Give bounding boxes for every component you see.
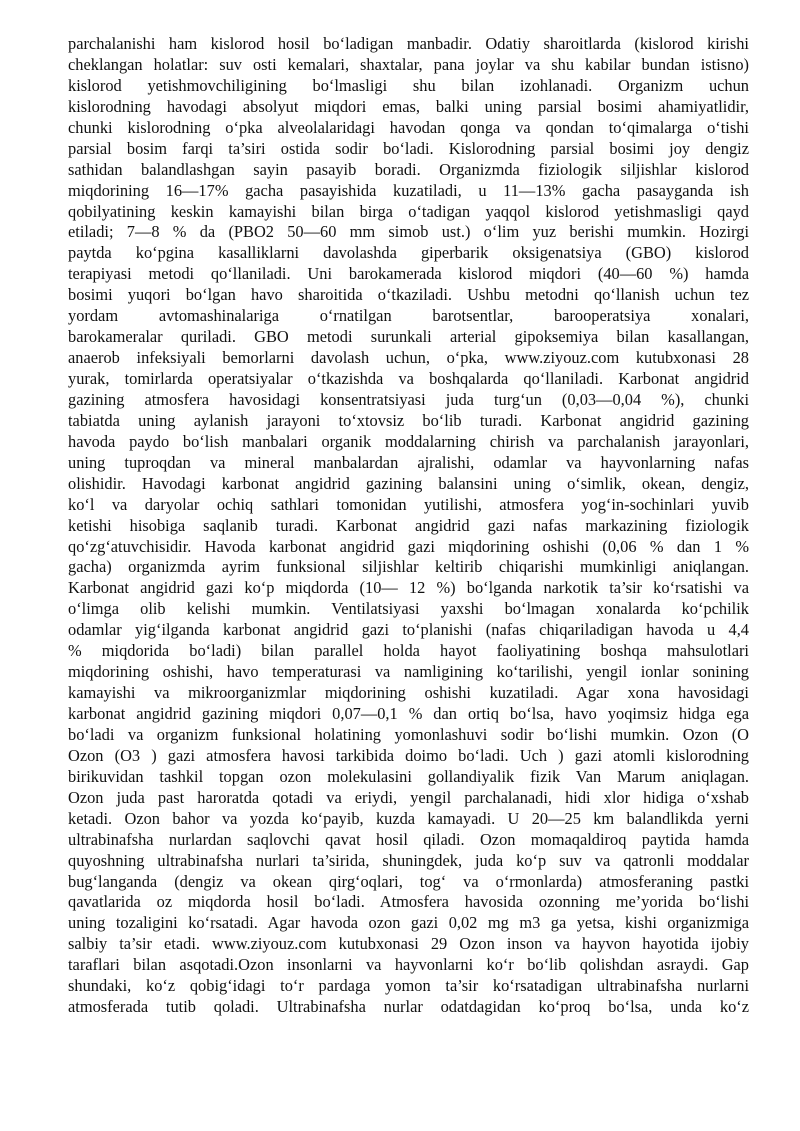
text-line: cheklangan holatlar: suv osti kemalari, shaxtalar, pana joylar va shu kabilar bundan istisno)	[68, 54, 749, 74]
text-line: karbonat angidrid gazining miqdori 0,07—0,1 % dan ortiq bo‘lsa, havo yoqimsiz hidga ega	[68, 704, 749, 723]
text-line: chunki kislorodning o‘pka alveolalaridagi havodan qonga va qondan to‘qimalarga o‘tishi	[68, 117, 749, 137]
text-line: Ozon (O3 ) gazi atmosfera havosi tarkibida doimo bo‘ladi. Uch ) gazi atomli kislorodning	[68, 745, 749, 765]
text-line: quyoshning ultrabinafsha nurlari ta’sirida, shuningdek, juda ko‘p suv va qatronli moddalar	[68, 850, 749, 870]
text-line: % miqdorida bo‘ladi) bilan parallel holda hayot faoliyatining boshqa mahsulotlari	[68, 641, 749, 661]
text-line: qavatlarida oz miqdorda hosil bo‘ladi. Atmosfera havosida ozonning me’yorida bo‘lishi	[68, 892, 749, 912]
text-line: taraflari bilan asqotadi.Ozon insonlarni va hayvonlarni ko‘r bo‘lib qolishdan asraydi. Gap	[68, 955, 749, 975]
text-line: anaerob infeksiyali bemorlarni davolash uchun, o‘pka, www.ziyouz.com kutubxonasi 28	[68, 348, 749, 368]
text-line: olishidir. Havodagi karbonat angidrid gazining balansini uning o‘simlik, okean, dengiz,	[68, 473, 749, 493]
text-line: bo‘ladi va organizm funksional holatining yomonlashuvi sodir bo‘lishi mumkin. Ozon (O	[68, 724, 749, 744]
text-line: qo‘zg‘atuvchisidir. Havoda karbonat angidrid gazi miqdorining oshishi (0,06 % dan 1 %	[68, 536, 749, 556]
text-line: yurak, tomirlarda operatsiyalar o‘tkazishda va boshqalarda qo‘llaniladi. Karbonat angidrid	[68, 369, 749, 388]
text-line: ultrabinafsha nurlardan saqlovchi qavat hosil qiladi. Ozon momaqaldiroq paytida hamda	[68, 829, 749, 849]
document-page	[68, 34, 749, 1018]
text-line: ketishi hisobiga saqlanib turadi. Karbonat angidrid gazi nafas markazining fiziologik	[68, 515, 749, 535]
text-line: havoda paydo bo‘lish manbalari organik moddalarning chirish va parchalanish jarayonlari,	[68, 431, 749, 451]
text-line: odamlar yig‘ilganda karbonat angidrid gazi to‘planishi (nafas chiqariladigan havoda u 4,4	[68, 620, 749, 640]
text-line: ketadi. Ozon bahor va yozda ko‘payib, kuzda kamayadi. U 20—25 km balandlikda yerni	[68, 808, 749, 828]
text-line: bug‘langanda (dengiz va okean qirg‘oqlari, tog‘ va o‘rmonlarda) atmosferaning pastki	[68, 871, 749, 891]
text-line: kislorod yetishmovchiligining bo‘lmasligi shu bilan izohlanadi. Organizm uchun	[68, 75, 749, 95]
text-line: qobilyatining keskin kamayishi bilan birga o‘tadigan yaqqol kislorod yetishmasligi qayd	[68, 201, 749, 221]
text-line: yordam avtomashinalariga o‘rnatilgan barotsentlar, barooperatsiya xonalari,	[68, 306, 749, 326]
text-line: salbiy ta’sir etadi. www.ziyouz.com kutubxonasi 29 Ozon inson va hayvon hayotida ijobiy	[68, 934, 749, 954]
text-line: atmosferada tutib qoladi. Ultrabinafsha nurlar odatdagidan ko‘proq bo‘lsa, unda ko‘z	[68, 997, 749, 1017]
text-line: birikuvidan tashkil topgan ozon molekulasini gollandiyalik fizik Van Marum aniqlagan.	[68, 766, 749, 786]
text-line: uning tuproqdan va mineral manbalardan ajralishi, odamlar va hayvonlarning nafas	[68, 452, 749, 472]
text-line: shundaki, ko‘z qobig‘idagi to‘r pardaga yomon ta’sir ko‘rsatadigan ultrabinafsha nurlarni	[68, 976, 749, 996]
text-line: etiladi; 7—8 % da (PBO2 50—60 mm simob ust.) o‘lim yuz berishi mumkin. Hozirgi	[68, 222, 749, 242]
text-line: bosimi yuqori bo‘lgan havo sharoitida o‘tkaziladi. Ushbu metodni qo‘llanish uchun tez	[68, 285, 749, 305]
text-line: gacha) organizmda ayrim funksional siljishlar keltirib chiqarishi mumkinligi aniqlangan.	[68, 557, 749, 577]
text-line: terapiyasi metodi qo‘llaniladi. Uni barokamerada kislorod miqdori (40—60 %) hamda	[68, 264, 749, 284]
text-line: barokameralar quriladi. GBO metodi surunkali arterial gipoksemiya bilan kasallangan,	[68, 327, 749, 347]
text-line: tabiatda uning aylanish jarayoni to‘xtovsiz bo‘lib turadi. Karbonat angidrid gazining	[68, 410, 749, 430]
text-line: Ozon juda past haroratda qotadi va eriydi, yengil parchalanadi, hidi xlor hidiga o‘xshab	[68, 787, 749, 807]
text-line: kislorodning havodagi absolyut miqdori emas, balki uning parsial bosimi ahamiyatlidir,	[68, 96, 749, 116]
text-line: sathidan balandlashgan sayin pasayib boradi. Organizmda fiziologik siljishlar kislorod	[68, 159, 749, 179]
text-line: uning tozaligini ko‘rsatadi. Agar havoda ozon gazi 0,02 mg m3 ga yetsa, kishi organizmiga	[68, 913, 749, 933]
text-line: parchalanishi ham kislorod hosil bo‘ladigan manbadir. Odatiy sharoitlarda (kislorod kirishi	[68, 34, 749, 53]
text-line: miqdorining oshishi, havo temperaturasi va namligining ko‘tarilishi, yengil ionlar sonining	[68, 662, 749, 682]
text-line: miqdorining 16—17% gacha pasayishida kuzatiladi, u 11—13% gacha pasayganda ish	[68, 180, 749, 200]
text-line: ko‘l va daryolar ochiq sathlari tomonidan yutilishi, atmosfera yog‘in-sochinlari yuvib	[68, 494, 749, 514]
text-line: paytda ko‘pgina kasalliklarni davolashda giperbarik oksigenatsiya (GBO) kislorod	[68, 243, 749, 263]
body-text	[68, 34, 749, 1018]
text-line: parsial bosim farqi ta’siri ostida sodir bo‘ladi. Kislorodning parsial bosimi joy dengiz	[68, 138, 749, 158]
text-line: Karbonat angidrid gazi ko‘p miqdorda (10— 12 %) bo‘lganda narkotik ta’sir ko‘rsatishi va	[68, 578, 749, 598]
text-line: gazining atmosfera havosidagi konsentratsiyasi juda turg‘un (0,03—0,04 %), chunki	[68, 389, 749, 409]
text-line: kamayishi va mikroorganizmlar miqdorining oshishi kuzatiladi. Agar xona havosidagi	[68, 683, 749, 703]
text-line: o‘limga olib kelishi mumkin. Ventilatsiyasi yaxshi bo‘lmagan xonalarda ko‘pchilik	[68, 599, 749, 619]
